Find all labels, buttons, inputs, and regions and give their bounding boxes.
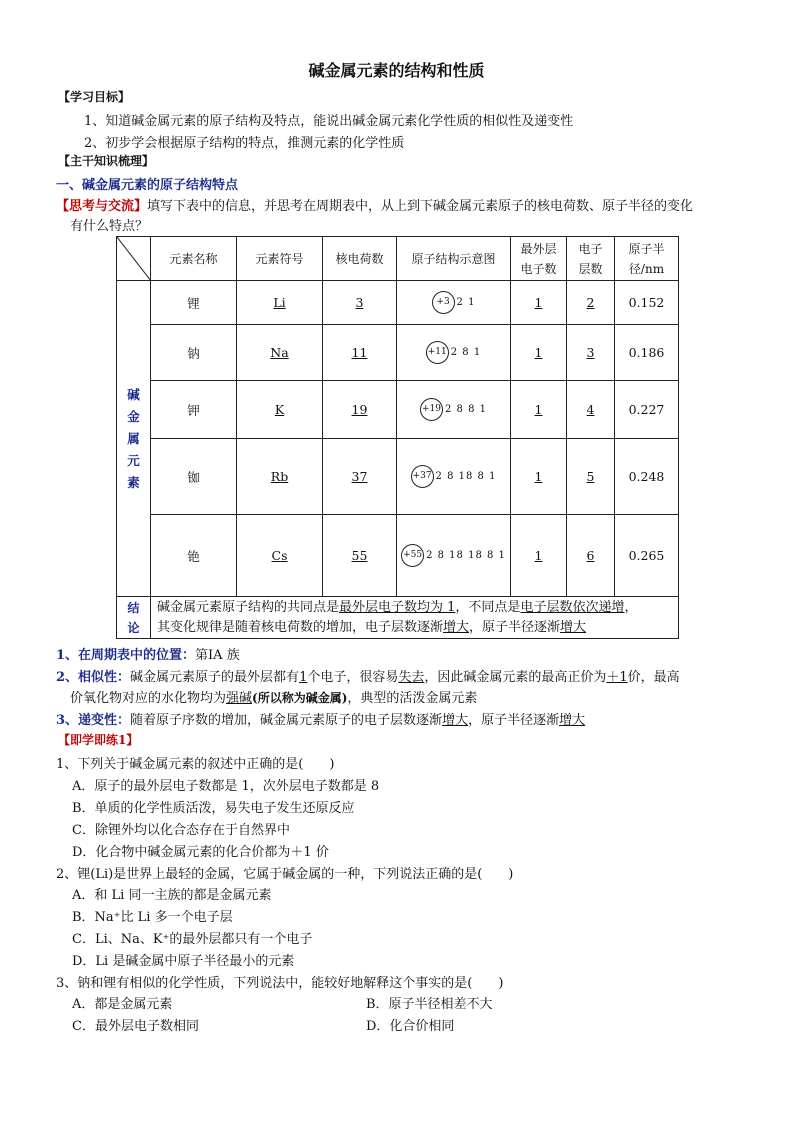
main-tag: 【主干知识梳理】 (58, 154, 155, 168)
cell-layers: 3 (567, 325, 615, 381)
shell-electrons: 2 8 18 8 1 (435, 471, 497, 482)
table-row (117, 281, 679, 325)
header-layers (567, 237, 615, 281)
alkali-metal-table (116, 236, 679, 639)
section-1-heading: 一、碱金属元素的原子结构特点 (56, 178, 239, 193)
nucleus: +11 (426, 341, 449, 364)
similarity-line-1 (56, 666, 680, 685)
cell-symbol: Rb (237, 439, 323, 515)
cell-name: 铷 (151, 439, 237, 515)
cell-diagram (397, 325, 511, 381)
position-label: 1、在周期表中的位置： (56, 648, 196, 663)
gradation-text: 随着原子序数的增加，碱金属元素原子的电子层数逐渐 (130, 713, 443, 728)
cell-symbol: Na (237, 325, 323, 381)
header-charge: 核电荷数 (323, 237, 397, 281)
cell-outer: 1 (511, 325, 567, 381)
concl-char: 结 (127, 600, 140, 615)
cell-layers: 5 (567, 439, 615, 515)
cell-name: 锂 (151, 281, 237, 325)
atom-diagram (397, 544, 510, 567)
cell-radius: 0.152 (615, 281, 679, 325)
cell-charge: 19 (323, 381, 397, 439)
similarity-text: ，典型的活泼金属元素 (347, 691, 478, 706)
similarity-blank: 1 (299, 670, 308, 685)
cell-outer: 1 (511, 381, 567, 439)
similarity-note: (所以称为碱金属) (252, 691, 348, 705)
similarity-text: 价氧化物对应的水化物均为 (70, 691, 227, 706)
gradation-blank: 增大 (559, 713, 586, 728)
corner-diagonal (117, 237, 151, 281)
header-name: 元素名称 (151, 237, 237, 281)
atom-diagram (397, 291, 510, 314)
group-char: 元 (127, 452, 140, 468)
table-row (117, 325, 679, 381)
think-text-2: 有什么特点？ (70, 219, 149, 234)
concl-blank: 增大 (443, 619, 470, 635)
group-char: 属 (127, 430, 140, 446)
cell-symbol: Li (237, 281, 323, 325)
shell-electrons: 2 8 1 (450, 347, 482, 358)
nucleus: +3 (432, 291, 455, 314)
header-outer-l2: 电子数 (520, 261, 557, 276)
concl-blank: 最外层电子数均为 1 (339, 599, 456, 615)
cell-layers: 2 (567, 281, 615, 325)
header-diagram: 原子结构示意图 (397, 237, 511, 281)
q2-option-a: A．和 Li 同一主族的都是金属元素 (72, 888, 272, 903)
q1-option-b: B．单质的化学性质活泼，易失电子发生还原反应 (72, 801, 355, 816)
shell-electrons: 2 1 (456, 297, 476, 308)
concl-text: 其变化规律是随着核电荷数的增加，电子层数逐渐 (157, 619, 444, 635)
q1-option-a: A．原子的最外层电子数都是 1，次外层电子数都是 8 (72, 779, 380, 794)
similarity-blank: ＋1 (606, 670, 628, 685)
concl-text: 碱金属元素原子结构的共同点是 (157, 599, 340, 615)
atom-diagram (397, 465, 510, 488)
cell-layers: 6 (567, 515, 615, 597)
group-char: 素 (127, 474, 140, 490)
table-corner (117, 237, 151, 281)
cell-radius: 0.248 (615, 439, 679, 515)
cell-outer: 1 (511, 515, 567, 597)
cell-name: 铯 (151, 515, 237, 597)
cell-diagram (397, 439, 511, 515)
position-line (56, 644, 240, 663)
goal-1: 1、知道碱金属元素的原子结构及特点，能说出碱金属元素化学性质的相似性及递变性 (84, 114, 574, 129)
cell-name: 钠 (151, 325, 237, 381)
conclusion-text (151, 597, 679, 639)
goal-2: 2、初步学会根据原子结构的特点，推测元素的化学性质 (84, 136, 405, 151)
similarity-text: 价，最高 (627, 670, 680, 685)
similarity-blank: 强碱 (226, 691, 253, 706)
header-outer (511, 237, 567, 281)
concl-blank: 电子层数依次递增 (520, 599, 625, 615)
similarity-text: 个电子，很容易 (307, 670, 399, 685)
cell-layers: 4 (567, 381, 615, 439)
gradation-text: ，原子半径逐渐 (468, 713, 560, 728)
q2-option-c: C．Li、Na、K⁺的最外层都只有一个电子 (72, 932, 313, 947)
q2-option-d: D．Li 是碱金属中原子半径最小的元素 (72, 954, 295, 969)
cell-name: 钾 (151, 381, 237, 439)
group-char: 碱 (127, 386, 140, 402)
header-radius-l2: 径/nm (628, 261, 665, 276)
question-1: 1、下列关于碱金属元素的叙述中正确的是( ) (56, 757, 335, 772)
gradation-label: 3、递变性： (56, 713, 131, 728)
cell-diagram (397, 515, 511, 597)
gradation-blank: 增大 (442, 713, 469, 728)
nucleus: +19 (420, 398, 443, 421)
q3-option-c: C．最外层电子数相同 (72, 1019, 199, 1034)
position-text: 第ⅠA 族 (195, 648, 240, 663)
practice-tag: 【即学即练1】 (58, 733, 139, 747)
atom-diagram (397, 398, 510, 421)
q3-option-a: A．都是金属元素 (72, 997, 173, 1012)
q1-option-d: D．化合物中碱金属元素的化合价都为＋1 价 (72, 845, 329, 860)
header-layers-l1: 电子 (578, 241, 603, 256)
group-char: 金 (127, 408, 140, 424)
q1-option-c: C．除锂外均以化合态存在于自然界中 (72, 823, 290, 838)
concl-char: 论 (127, 620, 140, 635)
conclusion-row (117, 597, 679, 639)
group-label (117, 281, 151, 597)
question-2: 2、锂(Li)是世界上最轻的金属，它属于碱金属的一种，下列说法正确的是( ) (56, 867, 514, 882)
nucleus: +37 (411, 465, 434, 488)
concl-text: ， (624, 599, 638, 615)
think-text-1: 填写下表中的信息，并思考在周期表中，从上到下碱金属元素原子的核电荷数、原子半径的变化 (147, 199, 694, 214)
header-outer-l1: 最外层 (520, 241, 557, 256)
header-symbol: 元素符号 (237, 237, 323, 281)
cell-charge: 3 (323, 281, 397, 325)
similarity-text: ，因此碱金属元素的最高正价为 (424, 670, 607, 685)
similarity-line-2 (70, 687, 477, 706)
shell-electrons: 2 8 8 1 (445, 404, 487, 415)
shell-electrons: 2 8 18 18 8 1 (426, 550, 506, 561)
similarity-blank: 失去 (398, 670, 425, 685)
header-radius-l1: 原子半 (628, 241, 665, 256)
table-row (117, 439, 679, 515)
atom-diagram (397, 341, 510, 364)
cell-charge: 37 (323, 439, 397, 515)
header-layers-l2: 层数 (578, 261, 603, 276)
cell-diagram (397, 381, 511, 439)
concl-text: ，原子半径逐渐 (469, 619, 561, 635)
q3-option-b: B．原子半径相差不大 (366, 997, 493, 1012)
page-title: 碱金属元素的结构和性质 (308, 61, 485, 80)
q2-option-b: B．Na⁺比 Li 多一个电子层 (72, 910, 233, 925)
think-line-1 (56, 195, 693, 214)
cell-radius: 0.265 (615, 515, 679, 597)
header-radius (615, 237, 679, 281)
concl-text: ，不同点是 (455, 599, 521, 615)
cell-diagram (397, 281, 511, 325)
cell-outer: 1 (511, 439, 567, 515)
cell-charge: 11 (323, 325, 397, 381)
cell-radius: 0.186 (615, 325, 679, 381)
q3-option-d: D．化合价相同 (366, 1019, 455, 1034)
cell-symbol: Cs (237, 515, 323, 597)
think-tag: 【思考与交流】 (56, 199, 148, 214)
question-3: 3、钠和锂有相似的化学性质，下列说法中，能较好地解释这个事实的是( ) (56, 976, 504, 991)
nucleus: +55 (401, 544, 424, 567)
gradation-line (56, 709, 585, 728)
concl-blank: 增大 (560, 619, 587, 635)
similarity-text: 碱金属元素原子的最外层都有 (130, 670, 300, 685)
goals-tag: 【学习目标】 (58, 90, 131, 104)
cell-charge: 55 (323, 515, 397, 597)
cell-outer: 1 (511, 281, 567, 325)
cell-symbol: K (237, 381, 323, 439)
table-row (117, 515, 679, 597)
conclusion-label (117, 597, 151, 639)
table-row (117, 381, 679, 439)
cell-radius: 0.227 (615, 381, 679, 439)
similarity-label: 2、相似性： (56, 670, 131, 685)
